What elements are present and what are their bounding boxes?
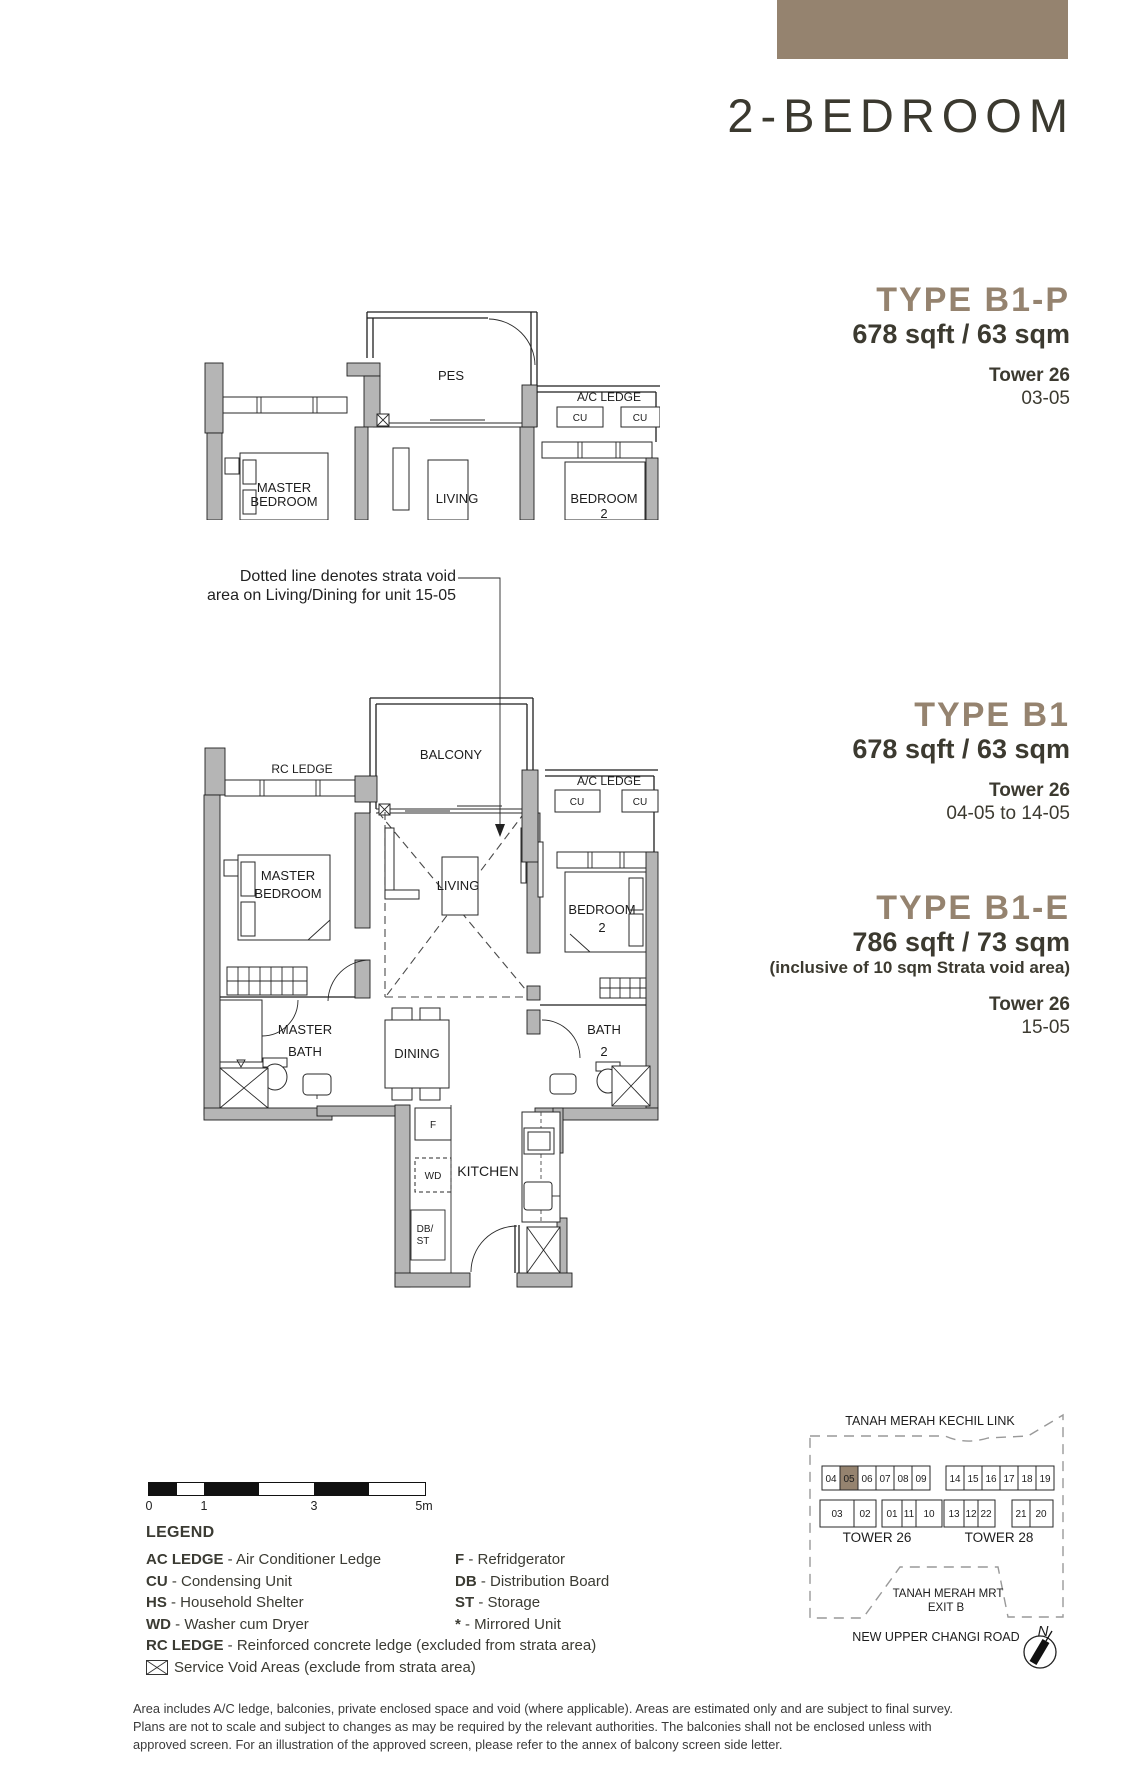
type-area-note: (inclusive of 10 sqm Strata void area) <box>769 958 1070 978</box>
unit-number: 07 <box>879 1474 891 1485</box>
floor-plan-type-b1 <box>180 560 660 1290</box>
unit-number: 01 <box>886 1509 898 1520</box>
room-label-master-bath: BATH <box>288 1044 322 1059</box>
fixture-label-cu: CU <box>632 413 648 424</box>
mrt-label: TANAH MERAH MRT <box>892 1588 1004 1600</box>
unit-number: 17 <box>1003 1474 1015 1485</box>
type-tower: Tower 26 <box>989 993 1070 1015</box>
type-units: 15-05 <box>1021 1016 1070 1038</box>
legend-abbr: DB <box>455 1572 477 1590</box>
legend-abbr: ST <box>455 1594 475 1611</box>
unit-number: 05 <box>843 1474 855 1485</box>
fixture-label-washer-dryer: WD <box>424 1171 442 1182</box>
legend <box>146 1524 766 1678</box>
room-label-master-bedroom: BEDROOM <box>250 494 318 509</box>
unit-number: 04 <box>825 1474 837 1485</box>
room-label-rc-ledge: RC LEDGE <box>271 762 333 776</box>
unit-number: 19 <box>1039 1474 1051 1485</box>
fixture-label-db: DB/ <box>416 1224 434 1235</box>
type-units: 04-05 to 14-05 <box>946 803 1070 825</box>
unit-number: 08 <box>897 1474 909 1485</box>
tower26-label: TOWER 26 <box>842 1530 912 1545</box>
tower28-label: TOWER 28 <box>964 1530 1034 1545</box>
fixture-label-cu: CU <box>632 797 648 808</box>
room-label-master-bedroom: MASTER <box>256 480 312 495</box>
service-void-area <box>220 1068 268 1108</box>
room-label-living: LIVING <box>435 491 479 506</box>
room-label-pes: PES <box>437 368 465 383</box>
site-map <box>800 1405 1090 1675</box>
legend-abbr: RC LEDGE <box>146 1637 224 1654</box>
legend-desc: - Washer cum Dryer <box>171 1615 309 1633</box>
compass-icon <box>1024 1623 1056 1668</box>
type-tower: Tower 26 <box>989 780 1070 802</box>
unit-number: 18 <box>1021 1474 1033 1485</box>
room-label-kitchen: KITCHEN <box>457 1163 519 1179</box>
svg-text:N: N <box>1037 1623 1049 1640</box>
room-label-bedroom2: 2 <box>598 920 606 935</box>
legend-abbr: F <box>455 1551 465 1568</box>
unit-number: 02 <box>859 1509 871 1520</box>
room-label-bath2: BATH <box>587 1022 621 1037</box>
service-void-area <box>527 1227 560 1273</box>
fixture-label-cu: CU <box>572 413 588 424</box>
room-label-master-bedroom: MASTER <box>260 868 316 883</box>
room-label-bedroom2: 2 <box>600 506 608 520</box>
mrt-label: EXIT B <box>927 1602 965 1614</box>
unit-number: 20 <box>1035 1509 1047 1520</box>
legend-abbr: HS <box>146 1594 167 1611</box>
annotation-arrow <box>495 824 505 837</box>
type-name: TYPE B1-E <box>876 889 1070 927</box>
unit-number: 16 <box>985 1474 997 1485</box>
room-label-bath2: 2 <box>600 1044 608 1059</box>
unit-number: 03 <box>831 1509 843 1520</box>
legend-desc: - Refridgerator <box>464 1551 566 1568</box>
legend-title: LEGEND <box>146 1524 215 1541</box>
unit-number: 15 <box>967 1474 979 1485</box>
legend-service-void: Service Void Areas (exclude from strata area) <box>174 1658 476 1676</box>
fixture-label-st: ST <box>416 1236 430 1247</box>
legend-desc: - Reinforced concrete ledge (excluded from strata area) <box>223 1637 597 1654</box>
service-void-icon <box>146 1660 168 1675</box>
legend-desc: - Air Conditioner Ledge <box>223 1551 382 1568</box>
disclaimer: Area includes A/C ledge, balconies, private enclosed space and void (where applicable). Areas are estimated only and are subject to final survey. Plans are not to scale and subject to changes as may be required by the relevant authorities. The balconies shall not be enclosed unless with approved screen. For an illustration of the approved screen, please refer to the annex of balcony screen side letter. <box>133 1701 953 1752</box>
floor-plan-type-b1p <box>180 268 660 520</box>
type-units: 03-05 <box>1021 388 1070 410</box>
type-area: 678 sqft / 63 sqm <box>852 734 1070 765</box>
scale-label-0: 0 <box>145 1499 153 1513</box>
strata-void-annotation: Dotted line denotes strata void area on Living/Dining for unit 15-05 <box>206 568 456 604</box>
room-label-dining: DINING <box>394 1046 440 1061</box>
fixture-label-fridge: F <box>429 1120 437 1131</box>
service-void-area <box>612 1066 650 1106</box>
room-label-bedroom2: BEDROOM <box>570 491 638 506</box>
legend-desc: - Condensing Unit <box>167 1572 292 1590</box>
road-label-top: TANAH MERAH KECHIL LINK <box>845 1414 1015 1428</box>
header-accent-band <box>777 0 1068 59</box>
room-label-ac-ledge: A/C LEDGE <box>576 390 642 404</box>
road-label-bottom: NEW UPPER CHANGI ROAD <box>852 1630 1020 1644</box>
type-name: TYPE B1 <box>914 696 1070 734</box>
legend-abbr: CU <box>146 1572 168 1590</box>
unit-number: 21 <box>1015 1509 1027 1520</box>
type-area: 678 sqft / 63 sqm <box>852 319 1070 350</box>
scale-bar <box>148 1482 426 1496</box>
legend-abbr: * <box>455 1615 461 1633</box>
room-label-balcony: BALCONY <box>419 747 483 762</box>
scale-label-3: 3 <box>310 1499 318 1513</box>
unit-number: 12 <box>965 1509 977 1520</box>
service-void-symbol <box>377 414 389 426</box>
unit-number: 11 <box>903 1509 915 1520</box>
legend-abbr: WD <box>146 1615 171 1633</box>
type-area: 786 sqft / 73 sqm <box>852 927 1070 958</box>
legend-desc: - Distribution Board <box>476 1572 610 1590</box>
scale-label-5m: 5m <box>415 1499 433 1513</box>
legend-desc: - Mirrored Unit <box>460 1615 561 1633</box>
room-label-living: LIVING <box>436 878 480 893</box>
type-name: TYPE B1-P <box>876 281 1070 319</box>
legend-desc: - Storage <box>474 1594 541 1611</box>
room-label-master-bath: MASTER <box>277 1022 333 1037</box>
unit-number: 22 <box>980 1509 992 1520</box>
type-block-b1 <box>852 697 1070 826</box>
legend-desc: - Household Shelter <box>166 1594 304 1611</box>
room-label-master-bedroom: BEDROOM <box>254 886 322 901</box>
unit-number: 09 <box>915 1474 927 1485</box>
type-block-b1e <box>770 890 1070 1040</box>
fixture-label-cu: CU <box>569 797 585 808</box>
page-title: 2-BEDROOM <box>727 89 1075 142</box>
unit-number: 14 <box>949 1474 961 1485</box>
unit-number: 13 <box>948 1509 960 1520</box>
type-block-b1p <box>852 282 1070 411</box>
room-label-bedroom2: BEDROOM <box>568 902 636 917</box>
legend-abbr: AC LEDGE <box>146 1551 224 1568</box>
unit-number: 10 <box>923 1509 935 1520</box>
unit-number: 06 <box>861 1474 873 1485</box>
room-label-ac-ledge: A/C LEDGE <box>576 774 642 788</box>
scale-label-1: 1 <box>200 1499 208 1513</box>
type-tower: Tower 26 <box>989 365 1070 387</box>
